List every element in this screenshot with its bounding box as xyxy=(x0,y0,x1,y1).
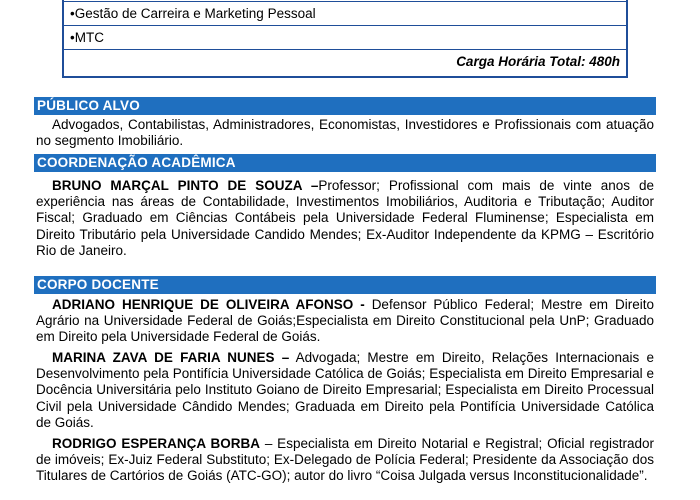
docente-name: RODRIGO ESPERANÇA BORBA xyxy=(52,436,260,451)
coordenador-name: BRUNO MARÇAL PINTO DE SOUZA – xyxy=(52,178,319,193)
section-header-publico-alvo: PÚBLICO ALVO xyxy=(34,97,656,115)
publico-alvo-text xyxy=(36,117,654,149)
docente-bio xyxy=(36,297,654,346)
section-header-coordenacao: COORDENAÇÃO ACADÊMICA xyxy=(34,154,656,172)
docente-name: ADRIANO HENRIQUE DE OLIVEIRA AFONSO - xyxy=(52,297,365,312)
course-module-item: •Gestão de Carreira e Marketing Pessoal xyxy=(64,2,626,26)
course-module-item: •MTC xyxy=(64,26,626,50)
docente-name: MARINA ZAVA DE FARIA NUNES – xyxy=(52,350,290,365)
publico-alvo-body: Advogados, Contabilistas, Administradores, Economistas, Investidores e Profissionais com atuação no segmento Imobiliário. xyxy=(36,117,654,149)
docente-bio xyxy=(36,436,654,485)
docente-text: – Especialista em Direito Notarial e Registral; Oficial registrador de imóveis; Ex-Juiz Federal Substituto; Ex-Delegado de Polícia Federal; Presidente da Associação dos Titulares de Cartórios de Goiás (ATC-GO); autor do livro “Coisa Julgada versus Inconstitucionalidade”. xyxy=(36,436,654,484)
total-hours: Carga Horária Total: 480h xyxy=(456,54,620,69)
docente-text: Defensor Público Federal; Mestre em Direito Agrário na Universidade Federal de Goiás;Especialista em Direito Constitucional pela UnP; Graduado em Direito pela Universidade Federal de Goiás. xyxy=(36,297,655,345)
docente-text: Advogada; Mestre em Direito, Relações Internacionais e Desenvolvimento pela Pontifícia Universidade Católica de Goiás; Especialista em Direito Empresarial e Docência Universitária pelo Instituto Goiano de Direito Empresarial; Especialista em Direito Processual Civil pela Universidade Cândido Mendes; Graduada em Direito pela Pontifícia Universidade Católica de Goiás. xyxy=(36,350,654,430)
docente-bio xyxy=(36,350,654,431)
coordenador-bio xyxy=(36,178,654,259)
course-modules-box xyxy=(62,0,628,78)
section-header-corpo-docente: CORPO DOCENTE xyxy=(34,276,656,294)
coordenador-text: Professor; Profissional com mais de vinte anos de experiência nas áreas de Contabilidade, Investimentos Imobiliários, Auditoria e Tributação; Auditor Fiscal; Graduado em Ciências Contábeis pela Universidade Federal Fluminense; Especialista em Direito Tributário pela Universidade Candido Mendes; Ex-Auditor Independente da KPMG – Escritório Rio de Janeiro. xyxy=(36,178,654,258)
